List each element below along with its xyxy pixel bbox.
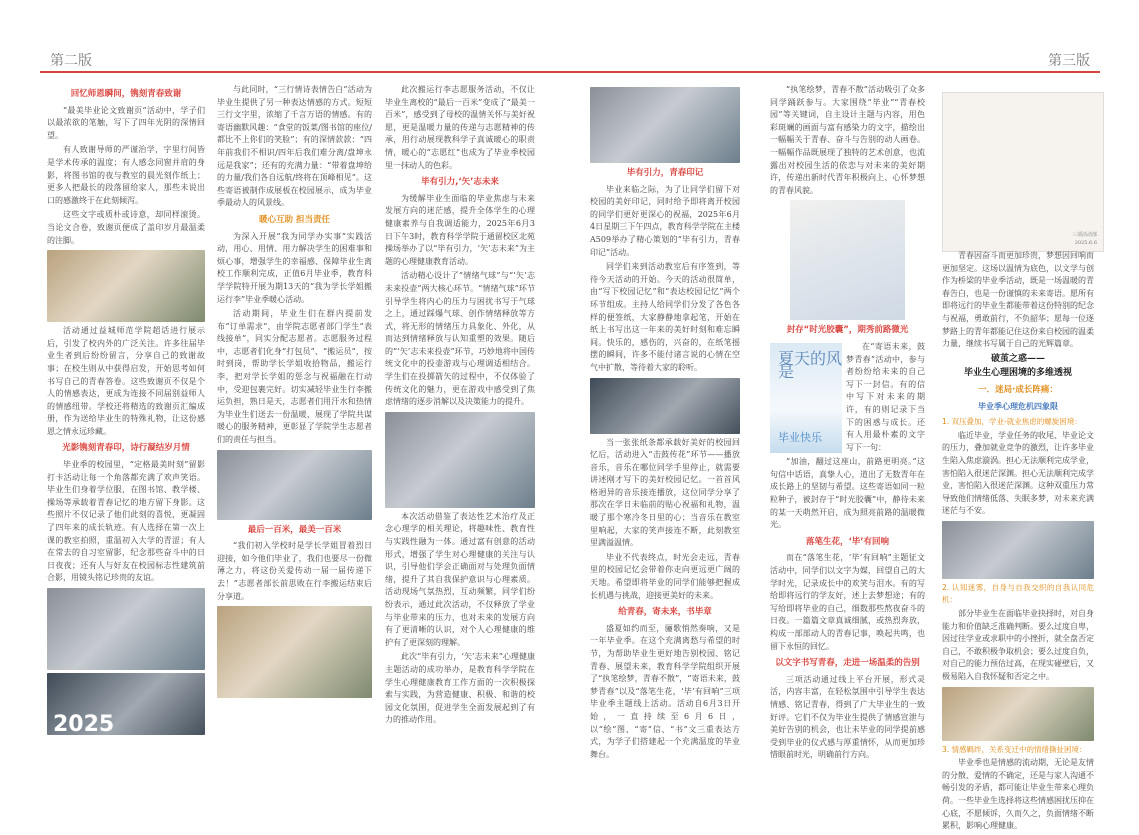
column-2: [217, 84, 372, 701]
graduation-poster: [770, 343, 842, 453]
column-6: [942, 250, 1094, 835]
paragraph: 为缓解毕业生面临的毕业焦虑与未来发展方向的迷茫感，提升全体学生的心理健康素养与自我调适能力，2025年6月3日下午3时，教育科学学院于通留校区北苑操场举办了以“毕有引力，‘矢’志未来”为主题的心理健康教育活动。: [385, 193, 535, 266]
point-heading: 1. 双压叠加，学业-就业焦虑的螺旋困境：: [942, 417, 1082, 427]
poster-title: 夏天的风是: [778, 348, 842, 381]
illustration-photo: [942, 687, 1094, 741]
paragraph: “我们初入学校时是学长学姐冒着烈日迎接，如今他们毕业了，我们也要尽一份微薄之力，将这份关爱传动一届一届传递下去！”志愿者部长前思败在行李搬运结束后分享道。: [217, 541, 372, 601]
paragraph: 盛夏如约而至，骊歌悄然奏响，又是一年毕业季。在这个充满离愁与希望的时节，为帮助毕业生更好地告别校园、铭记青春、展望未来，教育科学学院组织开展了“执笔绘梦，青春不散”，“寄语未来，鼓梦青春”以及“落笔生花，‘毕’有回响”三项毕业季主题线上活动。活动自6月3日开始，一直持续至6月6日，以“绘”图、“寄”信、“书”文三重表达方式，为学子们搭建起一个充满温度的毕业舞台。: [590, 623, 740, 759]
group-photo: [47, 250, 205, 322]
drawing-artwork: [790, 200, 905, 320]
section-title: 以文字书写青春，走进一场温柔的告别: [775, 658, 920, 669]
paragraph: 为深入开展“我为同学办实事”实践活动，用心、用情、用力解决学生的困难事和烦心事，增强学生的幸福感、保障毕业生离校工作顺利完成，正值6月毕业季，教育科学学院特开展为期13天的“我为学长学姐搬运行李”毕业季暖心活动。: [217, 231, 372, 304]
classroom-photo: [590, 378, 740, 434]
paragraph: 这些文字或质朴或诗意，却同样滚烫。当论文合卷，致谢页便成了盖印岁月最温柔的注脚。: [47, 210, 205, 245]
student-photo: [590, 87, 740, 163]
year-photo: [47, 673, 205, 735]
column-5: [770, 84, 925, 764]
section-title: 封存“时光胶囊”，期秀前路微光: [786, 325, 909, 336]
poster-subtitle: 毕业快乐: [778, 431, 822, 445]
left-page-number: 第二版: [50, 53, 92, 69]
section-title: 毕有引力,‘矢’志未来: [421, 177, 499, 188]
column-4: [590, 84, 740, 763]
paragraph: 青春因奋斗而更加珍贵，梦想因回响而更加坚定。这场以温情为底色，以文学与创作为桥梁的毕业季活动，既是一场温暖的青春告白，也是一份谨慎的未来寄语。愿所有即将远行的毕业生都能带着这份特别的纪念与祝福，勇敢前行，不负韶华；愿每一位逐梦路上的青年都能记住这份来自校园的温柔力量，继续书写属于自己的光辉篇章。: [942, 251, 1094, 349]
right-page-number: 第三版: [1048, 53, 1090, 69]
paragraph: 活动期间，毕业生们在群内提前发布“订单需求”，由学院志愿者部门学生“表线接单”，同实分配志愿者。志愿服务过程中，志愿者们化身“打包员”、“搬运员”，按时到岗，帮助学长学姐收拾物品，搬运行李，把对学长学姐的惩念与祝福融在行动中，受迎包裹完好。切实减轻毕业生行李搬运负担，熟日是天，志愿者们用汗水和热情为毕业生们送去一份温暖，展现了学院共谋暖心的服务精神，更彰显了学院学生志愿者们的责任与担当。: [217, 309, 372, 445]
volunteer-photo: [217, 450, 372, 520]
paragraph: “最美毕业论文致谢页”活动中，学子们以最浓欲的笔触，写下了四年光阴的深情回望。: [47, 105, 205, 140]
luggage-photo: [217, 606, 372, 698]
handwritten-letter: [942, 92, 1104, 252]
paragraph: 毕业不代表终点，时光会走远，青春里的校园记忆会带着你走向更远更广阔的天地。希望即将毕业的同学们能够把握成长机遇与挑战，迎接更美好的未来。: [590, 552, 740, 600]
page-header: [0, 0, 1139, 80]
paragraph: 活动精心设计了“情绪气球”与“‘矢’志未来投壶”两大核心环节。“情绪气球”环节引导学生将内心的压力与困扰书写于气球之上，通过踩爆气球、创作情绪释放等方式，将无形的情绪压力具象化、外化，从而达到情绪释放与认知重塑的效果。随后的“‘矢’志未来投壶”环节，巧妙地将中国传统文化中的投壶游戏与心理调适相结合。学生们在投掷箭矢的过程中，不仅体验了传统文化的魅力，更在游戏中感受到了焦虑情绪的逐步消解以及决策能力的提升。: [385, 271, 535, 407]
feature-subtitle: 毕业生心理困境的多维透视: [963, 368, 1072, 379]
header-divider: [40, 71, 1100, 73]
column-1: [47, 84, 205, 738]
paragraph: 毕业季也是情感的流动期，无论是友情的分散、爱情的不确定，还是与家人沟通不畅引发的矛盾，都可能让毕业生带来心理负荷。一些毕业生选择将这些情感困扰压抑在心底，不愿倾诉，久而久之，负面情绪不断累积，影响心理健康。: [942, 758, 1094, 831]
paragraph: “执笔绘梦，青春不散”活动吸引了众多同学踊跃参与。大家围绕“毕业”“青春校园”等关键词，自主设计主题与内容，用色彩斑斓的画面与富有感染力的文字，描绘出一幅幅关于青春、奋斗与告别的动人画卷。一幅幅作品既展现了独特的艺术创意，也流露出对校园生活的依恋与对未来的美好期许，传递出新时代青年积极向上、心怀梦想的青春风貌。: [770, 85, 925, 195]
letter-signature: 三项活动部 2025.6.6: [1071, 232, 1097, 246]
section-title: 一．迷局·成长阵痛：: [978, 384, 1058, 395]
paragraph: 而在“落笔生花，‘毕’有回响”主题征文活动中，同学们以文字为媒，回望自己的大学时光，记录成长中的欢笑与泪水。有的写给即将远行的学友好，述上去梦想途；有的写给即将毕业的自己，细数那些熬夜奋斗的日夜。一篇篇文章真诚细腻，或热烈奔放，构成一部部动人的青春记事，唤起共鸣，也留下永恒的回忆。: [770, 553, 925, 651]
section-subtitle: 毕业季心理危机四象限: [978, 401, 1058, 411]
paragraph: 三项活动通过线上平台开展，形式灵活，内容丰富，在轻松氛围中引导学生表达情感、铭记青春，得到了广大毕业生的一致好评。它们不仅为毕业生提供了情感宣泄与美好告别的机会，也让未毕业的同学提前感受到毕业的仪式感与厚重情怀，从而更加珍惜眼前时光，明确前行方向。: [770, 674, 925, 760]
feature-title: 破茧之惑——: [990, 353, 1045, 364]
paragraph: 毕业来临之际，为了让同学们留下对校园的美好印记，同时给予即将离开校园的同学们更好更深心的祝福，2025年6月4日星期三下午四点，教育科学学院在主楼A509举办了精心策划的“毕有引力，青春印记”活动。: [590, 184, 740, 257]
paragraph: 临近毕业，学业任务的收尾、毕业论文的压力，叠加就业竞争的激烈，让许多毕业生陷入焦虑漩涡。担心无法顺利完成学业，害怕陷入很迷茫深渊。担心无法顺利完成学业，害怕陷入很迷茫深渊。这种双重压力常导致他们情绪低落、失眠多梦，对未来充满迷茫与不安。: [942, 430, 1094, 516]
paragraph: 活动通过益城师范学院超话进行展示后，引发了校内外的广泛关注。许多往届毕业生者到后纷纷留言，分享自己的致谢故事；在校生则从中获得启发，开始思考如何书写自己的青春答卷。这些致谢页不仅是个人的情感表达，更成为连接不同届别益师人的情感纽带。学校还将精选的致谢页汇编成册，作为送给毕业生的特殊礼物，让这份感恩之情永远珍藏。: [47, 326, 205, 436]
paragraph: 本次活动借鉴了表达性艺术治疗及正念心理学的相关理论，将趣味性、教育性与实践性融为一体。通过富有创意的活动形式，增强了学生对心理健康的关注与认识，引导他们学会正确面对与处理负面情绪，提升了其自我保护意识与心理素质。活动现场气氛热烈，互动频繁，同学们纷纷表示，通过此次活动，不仅释放了学业与毕业带来的压力，也对未来的发展方向有了更清晰的认识，对个人心理健康的维护有了更深刻的理解。: [385, 511, 535, 647]
paragraph: 同学们来到活动教室后有序签到，等待今天活动的开始。今天的活动很简单，由“写下校园记忆”和“表达校园记忆”两个环节组成。主持人给同学们分发了各色各样的便签纸，大家静静地拿起笔，开始在纸上书写出这一年来的美好时刻和难忘瞬间。快乐的，感伤的，兴奋的，在纸笔摇摆的瞬间，许多不能付诸言说的心情在空气中扩散，等待着大家的聆听。: [590, 262, 740, 372]
paragraph: 毕业季的校园里，“定格最美时刻”留影打卡活动让每一个角落都充满了欢声笑语。毕业生们身着学位服，在图书馆、教学楼、操场等承载着青春记忆的地方留下身影。这些照片不仅记录了他们此刻的喜悦，更凝固了四年来的成长轨迹。有人选择在第一次上课的教室拍照，重温初入大学的青涩；有人在常去的自习室留影，纪念那些奋斗中的日日夜夜；还有人与好友在校园标志性建筑前合影，用镜头铭记珍贵的友谊。: [47, 460, 205, 583]
section-title: 暖心互助 担当责任: [259, 214, 330, 225]
section-title: 回忆师恩瞬间，镌刻青春致谢: [70, 89, 182, 99]
point-heading: 3. 情感羁绊，关系变迁中的情绪撕扯困境：: [942, 744, 1087, 754]
section-title: 给青春，寄未来，书毕章: [618, 607, 712, 618]
section-title: 落笔生花，‘毕’有回响: [806, 536, 889, 547]
column-3: [385, 84, 535, 729]
point-heading: 2. 认知迷雾，自身与自我交织的自我认同危机：: [942, 582, 1094, 605]
paragraph: “加油，翻过这座山，前路更明亮。”这句信中话语，真挚人心，道出了无数青年在成长路上的坚韧与希望。这些寄语如同一粒粒种子，被封存于“时光胶囊”中，静待未来的某一天萌然开启，成为照亮前路的温暖微光。: [770, 457, 925, 530]
photo-year-text: 2025: [53, 712, 115, 735]
gathering-photo: [942, 521, 1094, 579]
section-title: 光影镌刻青春印，诗行凝结岁月情: [62, 443, 190, 454]
paragraph: 有人致谢导师的严谨治学，字里行间皆是学术传承的温度；有人感念同窗并肩的身影，将图书馆的夜与教室的晨光刻作纸上；更多人把最长的段落留给家人，那些未说出口的感激终于在此刻倾泻。: [47, 145, 205, 205]
paragraph: 此次搬运行李志愿服务活动，不仅让毕业生离校的“最后一百米”变成了“最美一百米”，感受到了母校的温情关怀与美好祝愿，更是温暖力量的传递与志愿精神的传承，用行动展现教科学子真诚暖心的职责情，暖心的“志愿红”也成为了毕业季校园里一抹动人的色彩。: [385, 85, 535, 170]
paragraph: 与此同时，“三行情诗表情告白”活动为毕业生提供了另一种表达情感的方式。短短三行文字里，浓缩了千言万语的情感。有的寄语幽默风趣：“食堂的饭菜/图书馆的座位/都比不上你们的笑脸”；有的深情款款：“四年前我们不相识/四年后我们难分离/盘坤永远是我家”；还有的充满力量：“带着盘坤给的力量/我们各自远航/终将在顶峰相见”。这些寄语被制作成展板在校园展示，成为毕业季最动人的风景线。: [217, 85, 372, 208]
paragraph: 当一张张纸条都承载好美好的校园回忆后，活动进入“击鼓传花”环节——播放音乐，音乐在哪位同学手里停止，就需要讲述刚才写下的美好校园记忆。一首首风格迥异的音乐接连播放，这位同学分享了那次在学日未临前的贴心祝福和礼物，温暖了那个寒冷冬日里的心；当音乐在教室里响起，大家的笑声接连不断，此刻教室里满溢温情。: [590, 437, 740, 548]
paragraph: 部分毕业生在面临毕业抉择时，对自身能力和价值缺乏准确判断。要么过度自卑，因过往学业或求职中的小挫折，就全盘否定自己，不敢积极争取机会；要么过度自负，对自己的能力预估过高，在现实碰壁后，又极易陷入自我怀疑和否定之中。: [942, 609, 1094, 682]
activity-photo: [385, 412, 535, 508]
campus-photo: [47, 588, 205, 670]
section-title: 最后一百米，最美一百米: [247, 524, 342, 535]
section-title: 毕有引力，青春印记: [626, 168, 704, 178]
paragraph: 在“寄语未来，鼓梦青春”活动中，参与者纷纷给未来的自己写下一封信。有的信中写下对未来的期许，有的则记录下当下的困惑与成长。还有人用最朴素的文字写下一句：: [846, 341, 925, 452]
paragraph: 此次“毕有引力，‘矢’志未来”心理健康主题活动的成功举办，是教育科学学院在学生心理健康教育工作方面的一次积极探索与实践，为营造健康、积极、和谐的校园文化氛围，促进学生全面发展起到了有力的推动作用。: [385, 652, 535, 725]
